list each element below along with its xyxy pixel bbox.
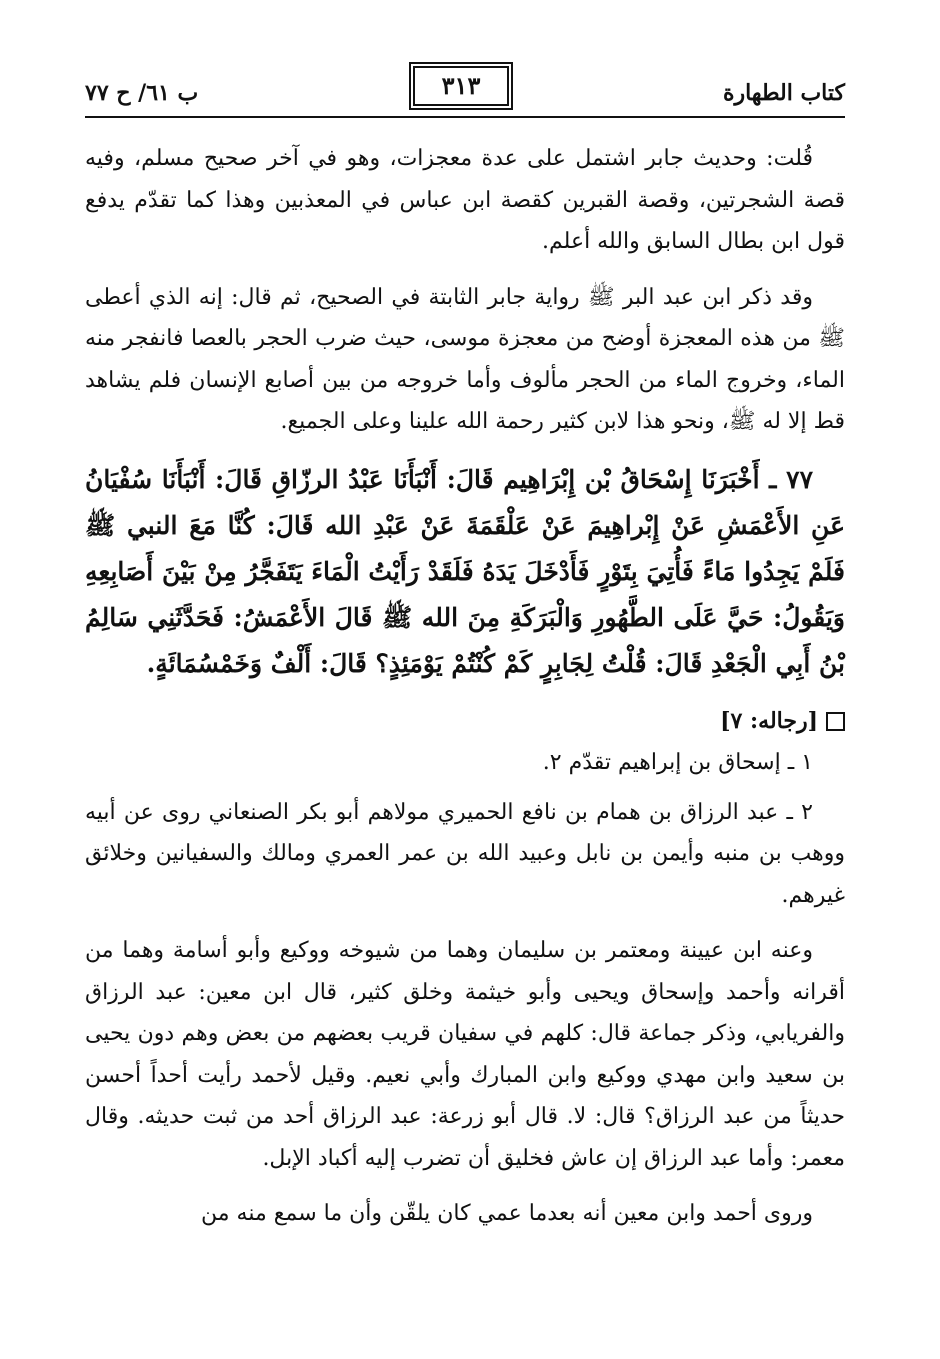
narrator-entry: وعنه ابن عيينة ومعتمر بن سليمان وهما من شيوخه ووكيع وأبو أسامة وهما من أقرانه وأحمد وإسحاق ويحيى وأبو خيثمة وخلق كثير، قال ابن معين: عبد الرزاق والفريابي، وذكر جماعة قال: كلهم في سفيان قريب بعضهم من بعض وهم دون يحيى بن سعيد وابن مهدي ووكيع وابن المبارك وأبي نعيم. وقيل لأحمد رأيت أحداً أحسن حديثاً من عبد الرزاق؟ قال: لا. قال أبو زرعة: عبد الرزاق أحد من ثبت حديثه. وقال معمر: وأما عبد الرزاق إن عاش فخليق أن تضرب إليه أكباد الإبل. (85, 938, 845, 1171)
square-bullet-icon (826, 712, 845, 731)
paragraph: وقد ذكر ابن عبد البر ﷺ رواية جابر الثابتة في الصحيح، ثم قال: إنه الذي أعطى ﷺ من هذه المعجزة أوضح من معجزة موسى، حيث ضرب الحجر بالعصا فانفجر منه الماء، وخروج الماء من الحجر مألوف وأما خروجه من بين أصابع الإنسان فلم يشاهد قط إلا له ﷺ، ونحو هذا لابن كثير رحمة الله علينا وعلى الجميع. (85, 284, 845, 434)
page-body (85, 138, 845, 1235)
narrator-entry: وروى أحمد وابن معين أنه بعدما عمي كان يلقّن وأن ما سمع منه من (201, 1201, 813, 1226)
narrator-entry: ١ ـ إسحاق بن إبراهيم تقدّم ٢. (542, 750, 813, 775)
hadith-text: ٧٧ ـ أَخْبَرَنَا إِسْحَاقُ بْن إِبْرَاهِيم قَالَ: أَنْبَأَنَا عَبْدُ الرزّاقِ قَالَ: أَنْبَأَنَا سُفْيَانُ عَنِ الأَعْمَشِ عَنْ إِبْراهِيمَ عَنْ عَلْقَمَةَ عَنْ عَبْدِ الله قَالَ: كُنَّا مَعَ النبي ﷺ فَلَمْ يَجِدُوا مَاءً فَأُتِيَ بِتَوْرٍ فَأَدْخَلَ يَدَهُ فَلَقَدْ رَأَيْتُ الْمَاءَ يَتَفَجَّرُ مِنْ بَيْنَ أَصَابِعِهِ وَيَقُولُ: حَيَّ عَلَى الطَّهُورِ وَالْبَرَكَةِ مِنَ الله ﷺ قَالَ الأَعْمَشُ: فَحَدَّثَنِي سَالِمُ بْنُ أَبِي الْجَعْدِ قَالَ: قُلْتُ لِجَابِرٍ كَمْ كُنْتُمْ يَوْمَئِذٍ؟ قَالَ: أَلْفٌ وَخَمْسُمَائَةٍ. (85, 464, 845, 678)
page-number: ٣١٣ (413, 66, 509, 106)
header-divider (85, 116, 845, 118)
section-heading-row (85, 701, 845, 743)
paragraph: قُلت: وحديث جابر اشتمل على عدة معجزات، وهو في آخر صحيح مسلم، وفيه قصة الشجرتين، وقصة القبرين كقصة ابن عباس في المعذبين وهذا كما تقدّم يدفع قول ابن بطال السابق والله أعلم. (85, 146, 845, 254)
section-heading: [رجاله: ٧] (720, 707, 818, 734)
page-header (85, 71, 845, 112)
book-title: كتاب الطهارة (722, 80, 845, 106)
narrator-entry: ٢ ـ عبد الرزاق بن همام بن نافع الحميري مولاهم أبو بكر الصنعاني روى عن أبيه ووهب بن منبه وأيمن بن نابل وعبيد الله بن عمر العمري ومالك والسفيانين وخلائق غيرهم. (85, 799, 845, 908)
chapter-reference: ب ٦١/ ح ٧٧ (85, 80, 199, 106)
